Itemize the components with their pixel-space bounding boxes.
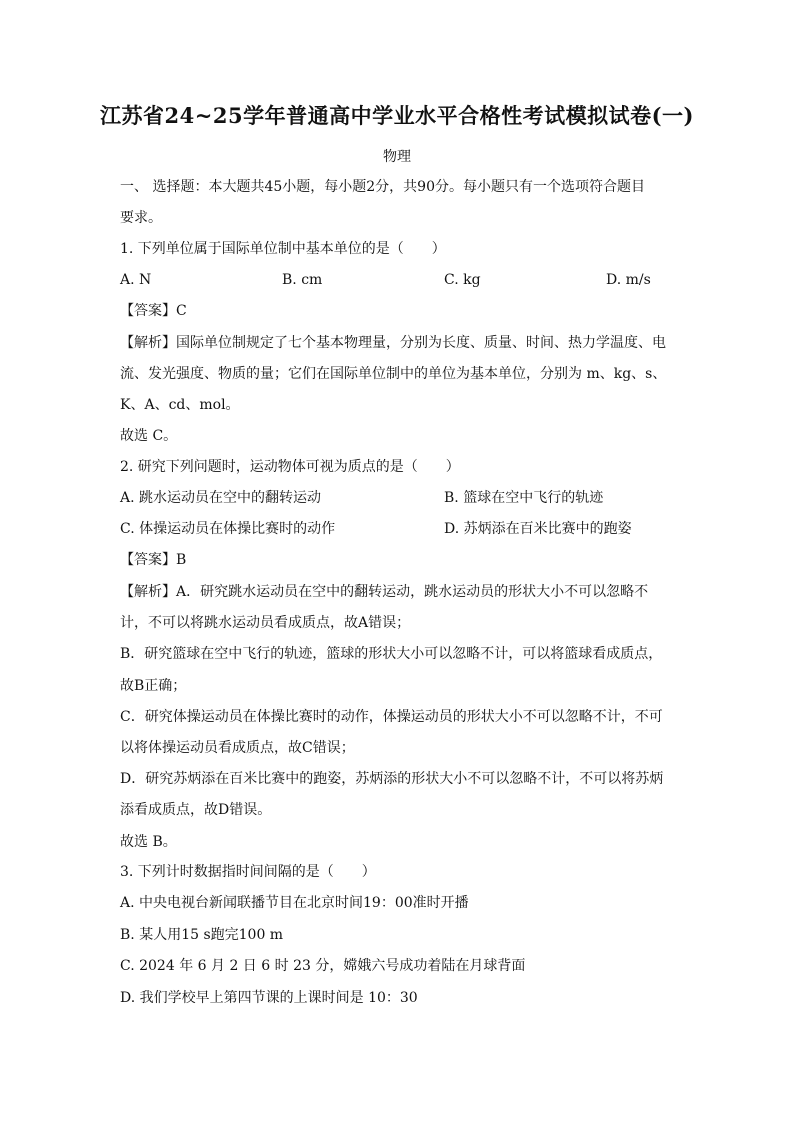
question-1-analysis-line: 【解析】国际单位制规定了七个基本物理量，分别为长度、质量、时间、热力学温度、电 [120, 335, 666, 351]
question-2-option-b: B. 篮球在空中飞行的轨迹 [444, 490, 604, 506]
question-2-analysis-line: 添看成质点，故D错误。 [120, 802, 272, 818]
exam-title: 江苏省24~25学年普通高中学业水平合格性考试模拟试卷(一) [100, 103, 694, 128]
question-2-analysis-line: 计，不可以将跳水运动员看成质点，故A错误； [120, 615, 411, 631]
question-3-option-b: B. 某人用15 s跑完100 m [120, 927, 284, 943]
question-1-option-c: C. kg [444, 272, 481, 288]
question-3-option-a: A. 中央电视台新闻联播节目在北京时间19：00准时开播 [120, 895, 469, 911]
question-3-option-c: C. 2024 年 6 月 2 日 6 时 23 分，嫦娥六号成功着陆在月球背面 [120, 958, 526, 974]
question-2-answer: 【答案】B [120, 552, 187, 568]
question-1-analysis-line: 故选 C。 [120, 428, 178, 444]
question-2-analysis-line: D．研究苏炳添在百米比赛中的跑姿，苏炳添的形状大小不可以忽略不计，不可以将苏炳 [120, 771, 664, 787]
question-1-analysis-line: K、A、cd、mol。 [120, 397, 240, 413]
question-2-option-c: C. 体操运动员在体操比赛时的动作 [120, 521, 336, 537]
question-2-analysis-line: C．研究体操运动员在体操比赛时的动作，体操运动员的形状大小不可以忽略不计，不可 [120, 709, 663, 725]
question-3-stem: 3. 下列计时数据指时间间隔的是（ ） [120, 864, 376, 880]
question-1-analysis-line: 流、发光强度、物质的量；它们在国际单位制中的单位为基本单位，分别为 m、kg、s、 [120, 366, 667, 382]
question-1-option-d: D. m/s [606, 272, 651, 288]
section-instructions-line-2: 要求。 [120, 210, 162, 226]
question-2-analysis-line: 故选 B。 [120, 834, 177, 850]
question-2-option-a: A. 跳水运动员在空中的翻转运动 [120, 490, 322, 506]
question-2-option-d: D. 苏炳添在百米比赛中的跑姿 [444, 521, 632, 537]
question-2-analysis-line: 故B正确； [120, 678, 187, 694]
question-1-answer: 【答案】C [120, 303, 187, 319]
question-1-stem: 1. 下列单位属于国际单位制中基本单位的是（ ） [120, 241, 446, 257]
question-1-option-a: A. N [120, 272, 152, 288]
question-2-analysis-line: 【解析】A．研究跳水运动员在空中的翻转运动，跳水运动员的形状大小不可以忽略不 [120, 584, 649, 600]
question-2-analysis-line: B．研究篮球在空中飞行的轨迹，篮球的形状大小可以忽略不计，可以将篮球看成质点， [120, 646, 663, 662]
question-1-option-b: B. cm [282, 272, 323, 288]
question-2-stem: 2. 研究下列问题时，运动物体可视为质点的是（ ） [120, 459, 460, 475]
question-3-option-d: D. 我们学校早上第四节课的上课时间是 10：30 [120, 990, 418, 1006]
question-2-analysis-line: 以将体操运动员看成质点，故C错误； [120, 740, 355, 756]
subject-label: 物理 [383, 149, 411, 165]
section-instructions-line-1: 一、 选择题：本大题共45小题，每小题2分，共90分。每小题只有一个选项符合题目 [120, 179, 645, 195]
